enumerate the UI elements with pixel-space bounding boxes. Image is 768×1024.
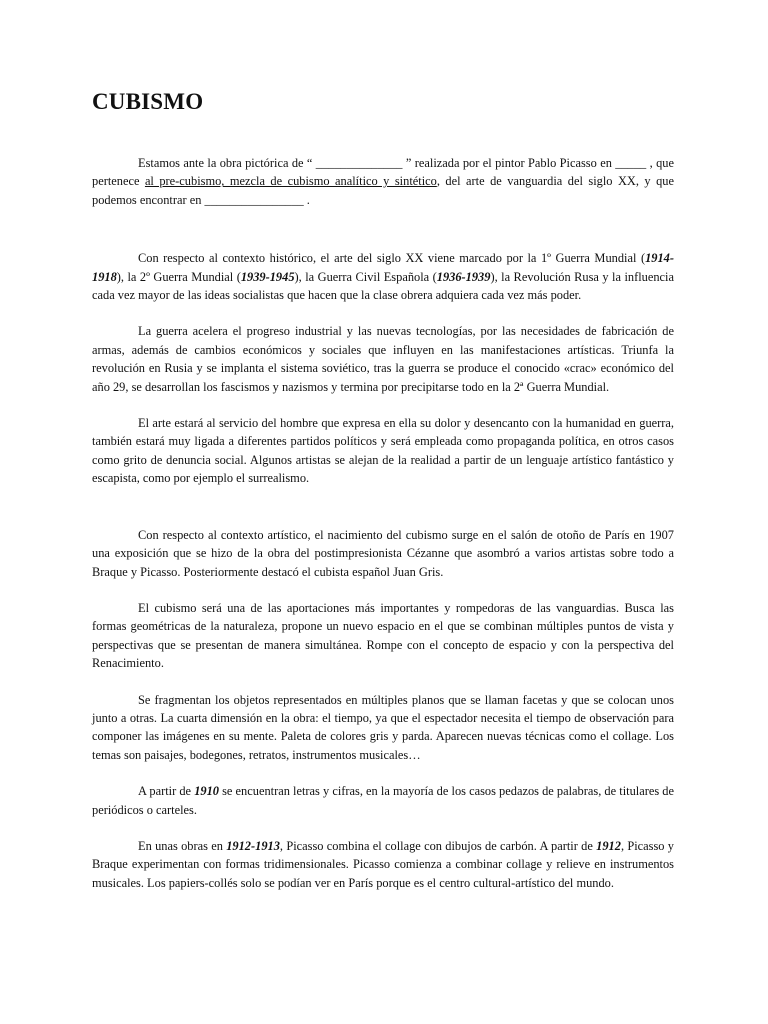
text-run: , Picasso y Braque experimentan con formas tridimensionales. Picasso comienza a combinar collage y relieve en instrumentos musicales. Los papiers-collés solo se podían ver en París porque es el centro cultural-artístico del mundo.	[92, 838, 675, 890]
text-run: En unas obras en	[138, 838, 227, 853]
date-ww2: 1939-1945	[240, 269, 295, 284]
text-run: Con respecto al contexto histórico, el arte del siglo XX viene marcado por la 1º Guerra Mundial (	[138, 251, 646, 266]
date-1910: 1910	[194, 784, 219, 799]
text-run: se encuentran letras y cifras, en la mayoría de los casos pedazos de palabras, de titulares de periódicos o carteles.	[92, 784, 674, 817]
historical-paragraph-1	[92, 249, 674, 304]
intro-text-b: , del arte de vanguardia del siglo XX, y que podemos encontrar en ________________ .	[92, 174, 674, 207]
text-run: ), la Revolución Rusa y la influencia cada vez mayor de las ideas socialistas que hacen que la clase obrera adquiera cada vez más poder.	[92, 269, 674, 303]
text-run: , Picasso combina el collage con dibujos de carbón. A partir de	[279, 838, 597, 853]
artistic-paragraph-4	[92, 782, 674, 819]
document-page	[92, 86, 674, 892]
artistic-paragraph-2: El cubismo será una de las aportaciones más importantes y rompedoras de las vanguardias. Busca las formas geométricas de la naturaleza, propone un nuevo espacio en el que se combinan múltiples puntos de vista y perspectivas que se presentan de manera simultánea. Rompe con el concepto de espacio y con la perspectiva del Renacimiento.	[92, 600, 674, 671]
date-1912-1913: 1912-1913	[226, 838, 280, 853]
text-run: ), la 2º Guerra Mundial (	[116, 269, 241, 284]
artistic-paragraph-5	[92, 837, 674, 892]
artistic-paragraph-1: Con respecto al contexto artístico, el nacimiento del cubismo surge en el salón de otoño de París en 1907 una exposición que se hizo de la obra del postimpresionista Cézanne que asombró a varios artistas sobre todo a Braque y Picasso. Posteriormente destacó el cubista español Juan Gris.	[92, 527, 674, 579]
historical-paragraph-2: La guerra acelera el progreso industrial y las nuevas tecnologías, por las necesidades de fabricación de armas, además de cambios económicos y sociales que influyen en las manifestaciones artísticas. Triunfa la revolución en Rusia y se implanta el sistema soviético, tras la guerra se produce el conocido «crac» económico del año 29, se desarrollan los fascismos y nazismos y termina por precipitarse todo en la 2ª Guerra Mundial.	[92, 324, 674, 394]
artistic-paragraph-3: Se fragmentan los objetos representados en múltiples planos que se llaman facetas y que se colocan unos junto a otras. La cuarta dimensión en la obra: el tiempo, ya que el espectador necesita el tiempo de observación para componer las imágenes en su mente. Paleta de colores gris y parda. Aparecen nuevas técnicas como el collage. Los temas son paisajes, bodegones, retratos, instrumentos musicales…	[92, 692, 674, 762]
date-ww1: 1914-1918	[92, 251, 674, 284]
historical-paragraph-3: El arte estará al servicio del hombre que expresa en ella su dolor y desencanto con la humanidad en guerra, también estará muy ligada a diferentes partidos políticos y será empleada como propaganda política, en otros casos como grito de denuncia social. Algunos artistas se alejan de la realidad a partir de un lenguaje artístico fantástico y escapista, como por ejemplo el surrealismo.	[92, 416, 674, 486]
text-run: A partir de	[138, 784, 195, 799]
date-spanish-civil-war: 1936-1939	[436, 269, 491, 284]
text-run: ), la Guerra Civil Española (	[294, 269, 437, 284]
document-title: CUBISMO	[92, 89, 204, 114]
intro-text-a: Estamos ante la obra pictórica de “ ______________ ” realizada por el pintor Pablo Picasso en _____ , que pertenece	[92, 156, 674, 189]
intro-underlined-text: al pre-cubismo, mezcla de cubismo analítico y sintético	[144, 174, 437, 189]
intro-paragraph	[92, 154, 674, 209]
date-1912: 1912	[596, 838, 621, 853]
